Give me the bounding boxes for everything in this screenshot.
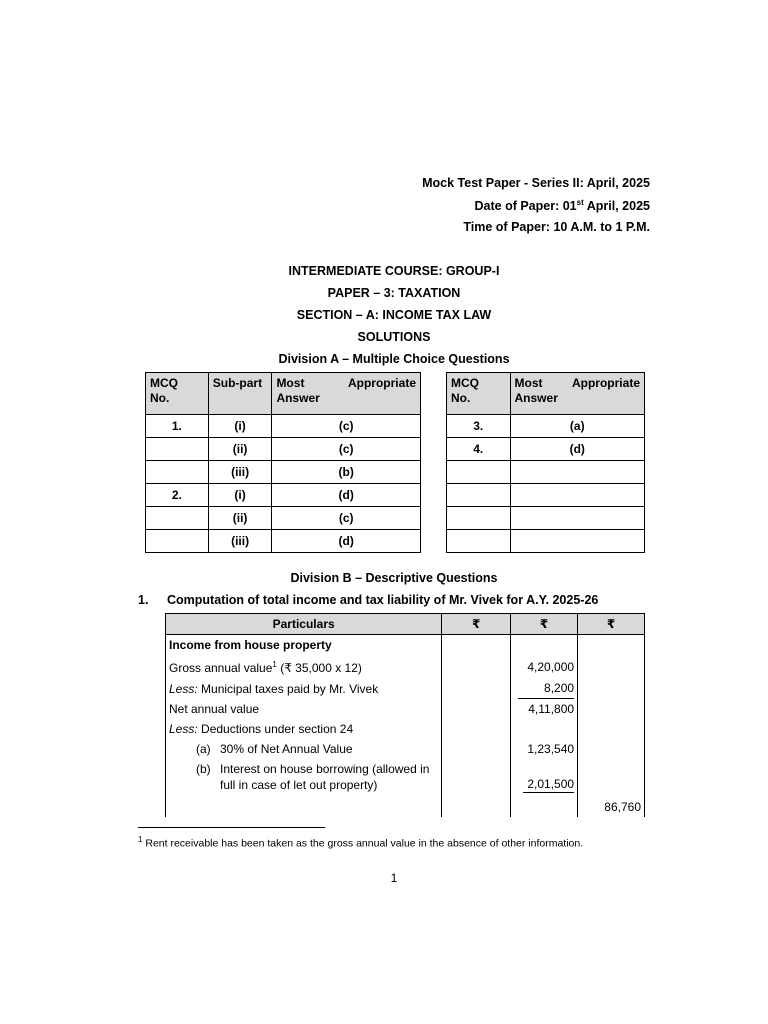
answer: (d) [272,530,421,553]
table-row [146,461,421,484]
mcq-no [447,507,511,530]
answer [510,507,644,530]
answer: (c) [272,507,421,530]
table-row [447,530,645,553]
mcq-no: 4. [447,438,511,461]
table-row [166,655,645,678]
computation-table [165,613,645,817]
gav-label: Gross annual value$^1$ (₹ 35,000 x 12) [166,655,442,678]
table-header-row [166,614,645,635]
footnote-divider [138,827,325,828]
answer [510,461,644,484]
question-number: 1. [138,593,149,607]
answer: (c) [272,415,421,438]
table-row [166,739,645,759]
time-of-paper: Time of Paper: 10 A.M. to 1 P.M. [463,220,650,234]
header-rupee-1: ₹ [442,614,511,635]
answer: (d) [510,438,644,461]
table-row [146,530,421,553]
header-answer: Most Appropriate Answer [510,373,644,415]
table-row [447,438,645,461]
mcq-no: 1. [146,415,209,438]
nav-value: 4,11,800 [511,699,578,719]
table-row [166,719,645,739]
table-header-row [447,373,645,415]
sub-part: (i) [208,484,272,507]
sub-part: (iii) [208,530,272,553]
table-row [166,699,645,719]
mcq-table-right [446,372,645,553]
mcq-no: 3. [447,415,511,438]
table-row [146,438,421,461]
mcq-no [146,530,209,553]
mcq-no [146,461,209,484]
mcq-no [447,530,511,553]
course-title: INTERMEDIATE COURSE: GROUP-I [288,264,500,278]
footnote: $^1$ Rent receivable has been taken as the gross annual value in the absence of other information. [138,835,584,850]
table-row [447,461,645,484]
a-value: 1,23,540 [511,739,578,759]
answer: (d) [272,484,421,507]
answer [510,484,644,507]
ihp-heading: Income from house property [166,635,442,656]
mcq-no [447,461,511,484]
division-a-title: Division A – Multiple Choice Questions [278,352,510,366]
municipal-value: 8,200 [518,678,574,699]
table-row [146,507,421,530]
sub-part: (ii) [208,507,272,530]
mcq-no [146,438,209,461]
header-particulars: Particulars [166,614,442,635]
answer: (a) [510,415,644,438]
nav-label: Net annual value [166,699,442,719]
header-rupee-2: ₹ [511,614,578,635]
table-row [447,507,645,530]
b-value: 2,01,500 [523,776,574,793]
header-sub-part: Sub-part [208,373,272,415]
section-title: SECTION – A: INCOME TAX LAW [296,308,492,322]
table-row [146,415,421,438]
table-row [447,415,645,438]
item-label-a: 30% of Net Annual Value [220,742,353,756]
header-answer: Most Appropriate Answer [272,373,421,415]
table-row [447,484,645,507]
table-row [166,678,645,699]
page-number: 1 [390,871,398,885]
sub-part: (i) [208,415,272,438]
table-row [166,635,645,656]
mcq-table-left [145,372,421,553]
table-header-row [146,373,421,415]
mcq-no [146,507,209,530]
deductions-label: Less: Deductions under section 24 [166,719,442,739]
sub-part: (iii) [208,461,272,484]
answer: (b) [272,461,421,484]
item-label-b: Interest on house borrowing (allowed in full in case of let out property) [220,762,430,792]
solutions-title: SOLUTIONS [357,330,431,344]
sub-part: (ii) [208,438,272,461]
question-title: Computation of total income and tax liability of Mr. Vivek for A.Y. 2025-26 [167,593,599,607]
item-marker-a: (a) [196,742,211,756]
mcq-no [447,484,511,507]
municipal-label: Less: Municipal taxes paid by Mr. Vivek [166,678,442,699]
table-row [166,759,645,793]
table-row [146,484,421,507]
date-of-paper: Date of Paper: 01st April, 2025 [474,198,650,214]
mock-test-title: Mock Test Paper - Series II: April, 2025 [422,176,650,190]
paper-title: PAPER – 3: TAXATION [327,286,461,300]
header-mcq-no: MCQ No. [146,373,209,415]
mcq-no: 2. [146,484,209,507]
header-mcq-no: MCQ No. [447,373,511,415]
answer: (c) [272,438,421,461]
table-row [166,793,645,817]
answer [510,530,644,553]
division-b-title: Division B – Descriptive Questions [290,571,498,585]
gav-value: 4,20,000 [511,655,578,678]
header-rupee-3: ₹ [578,614,645,635]
ihp-total: 86,760 [578,793,645,817]
item-marker-b: (b) [196,762,211,776]
